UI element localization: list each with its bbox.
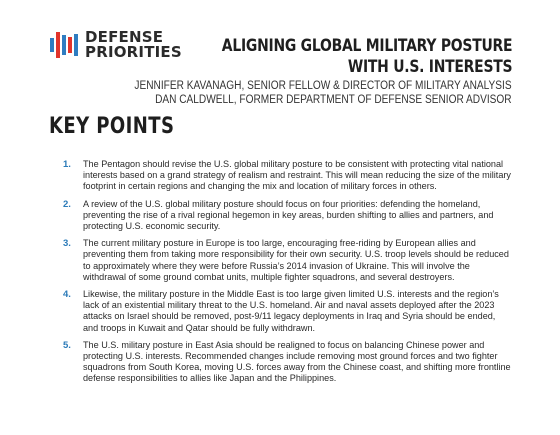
key-point-text: The current military posture in Europe is too large, encouraging free-riding by European allies and preventing them from taking more responsibility for their own security. U.S. troop levels should be reduced to approximately where they were before Russia’s 2014 invasion of Ukraine. This will involve the withdrawal of some ground combat units, multiple fighter squadrons, and several destroyers. [83,238,509,282]
key-point-item [63,199,511,233]
key-point-number: 2. [63,198,71,210]
logo-bar [50,38,54,52]
logo-bar [68,37,72,53]
report-title-line-2: WITH U.S. INTERESTS [347,57,512,77]
key-point-text: The U.S. military posture in East Asia should be realigned to focus on balancing Chinese power and protecting U.S. interests. Recommended changes include removing most ground forces and two fighter squadrons from South Korea, moving U.S. forces away from the Chinese coast, and shifting more frontline defense responsibilities to allies like Japan and the Philippines. [83,339,511,384]
authors-block [135,79,512,107]
author-2: DAN CALDWELL, FORMER DEPARTMENT OF DEFENSE SENIOR ADVISOR [155,94,513,106]
logo-line-1: DEFENSE [85,28,164,46]
key-point-number: 1. [63,159,71,170]
key-point-item [63,340,511,385]
logo-wordmark [85,30,182,60]
logo-bar [62,35,66,55]
defense-priorities-logo [50,30,182,60]
key-point-text: Likewise, the military posture in the Middle East is too large given limited U.S. interests and the region’s lack of an existential military threat to the U.S. homeland. Air and naval assets deployed after the 2023 attacks on Israel should be removed, post-9/11 legacy deployments in Iraq and Syria should be ended, and troops in Kuwait and Qatar should be fully withdrawn. [83,289,499,333]
key-point-text: The Pentagon should revise the U.S. global military posture to be consistent with protecting vital national interests based on a grand strategy of realism and restraint. This will mean reducing the size of the military footprint in certain regions and changing the mix and location of military forces in others. [83,159,511,192]
logo-bar [56,32,60,58]
key-point-item [63,159,511,193]
key-points-heading: KEY POINTS [49,114,175,139]
report-title-line-1: ALIGNING GLOBAL MILITARY POSTURE [221,36,512,56]
key-point-item [63,238,511,283]
key-point-item [63,289,511,334]
key-points-list [63,159,511,391]
author-1: JENNIFER KAVANAGH, SENIOR FELLOW & DIRECTOR OF MILITARY ANALYSIS [134,80,512,92]
logo-bars-icon [50,32,78,58]
key-point-number: 5. [63,339,71,351]
key-point-text: A review of the U.S. global military posture should focus on four priorities: defending the homeland, preventing the rise of a rival regional hegemon in key areas, burden shifting to allies and partners, and protecting U.S. economic security. [83,198,494,232]
logo-bar [74,34,78,56]
report-title [221,36,512,78]
logo-line-2: PRIORITIES [85,43,182,61]
key-point-number: 4. [63,289,71,301]
key-point-number: 3. [63,238,71,250]
